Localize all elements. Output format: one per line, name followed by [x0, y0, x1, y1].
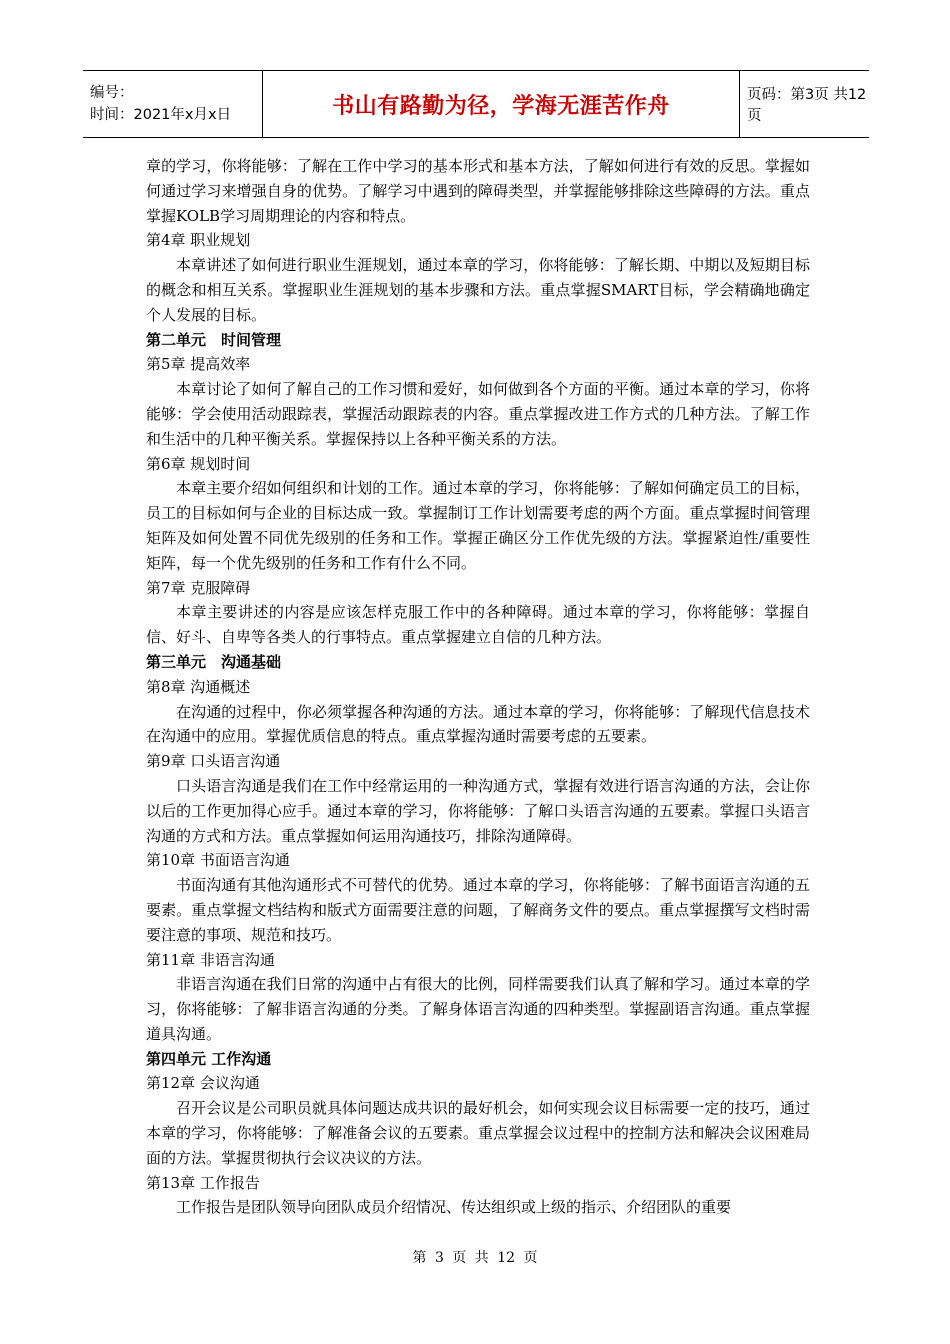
chapter-heading: 第10章 书面语言沟通	[146, 851, 290, 870]
chapter-heading: 第13章 工作报告	[146, 1173, 260, 1192]
chapter-heading: 第11章 非语言沟通	[146, 950, 275, 969]
paragraph: 本章讲述了如何进行职业生涯规划，通过本章的学习，你将能够：了解长期、中期以及短期目标的概念和相互关系。掌握职业生涯规划的基本步骤和方法。重点掌握SMART目标，学会精确地确定个人发展的目标。	[146, 256, 810, 324]
chapter-heading: 第5章 提高效率	[146, 355, 251, 374]
page-number-label: 页码：第3页 共12页	[747, 87, 867, 124]
paragraph: 召开会议是公司职员就具体问题达成共识的最好机会，如何实现会议目标需要一定的技巧，通过本章的学习，你将能够：了解准备会议的五要素。重点掌握会议过程中的控制方法和解决会议困难局面的方法。掌握贯彻执行会议决议的方法。	[146, 1099, 810, 1167]
unit-heading: 第二单元 时间管理	[146, 330, 282, 349]
paragraph: 在沟通的过程中，你必须掌握各种沟通的方法。通过本章的学习，你将能够：了解现代信息技术在沟通中的应用。掌握优质信息的特点。重点掌握沟通时需要考虑的五要素。	[146, 702, 810, 746]
paragraph: 书面沟通有其他沟通形式不可替代的优势。通过本章的学习，你将能够：了解书面语言沟通的五要素。重点掌握文档结构和版式方面需要注意的问题，了解商务文件的要点。重点掌握撰写文档时需要注意的事项、规范和技巧。	[146, 876, 810, 944]
paragraph: 非语言沟通在我们日常的沟通中占有很大的比例，同样需要我们认真了解和学习。通过本章的学习，你将能够：了解非语言沟通的分类。了解身体语言沟通的四种类型。掌握副语言沟通。重点掌握道具沟通。	[146, 975, 810, 1043]
date-label: 时间：2021年x月x日	[90, 107, 232, 123]
paragraph: 口头语言沟通是我们在工作中经常运用的一种沟通方式，掌握有效进行语言沟通的方法，会让你以后的工作更加得心应手。通过本章的学习，你将能够：了解口头语言沟通的五要素。掌握口头语言沟通的方式和方法。重点掌握如何运用沟通技巧，排除沟通障碍。	[146, 776, 810, 845]
chapter-heading: 第7章 克服障碍	[146, 578, 251, 597]
paragraph: 本章主要介绍如何组织和计划的工作。通过本章的学习，你将能够：了解如何确定员工的目标，员工的目标如何与企业的目标达成一致。掌握制订工作计划需要考虑的两个方面。重点掌握时间管理矩阵及如何处置不同优先级别的任务和工作。掌握正确区分工作优先级的方法。掌握紧迫性/重要性矩阵，每一个优先级别的任务和工作有什么不同。	[146, 479, 810, 572]
chapter-heading: 第4章 职业规划	[146, 231, 251, 250]
page-footer: 第 3 页 共 12 页	[412, 1250, 538, 1266]
chapter-heading: 第9章 口头语言沟通	[146, 752, 281, 771]
unit-heading: 第四单元 工作沟通	[146, 1049, 272, 1068]
document-body	[146, 154, 810, 1220]
header-motto	[263, 71, 740, 137]
chapter-heading: 第12章 会议沟通	[146, 1074, 260, 1093]
number-label: 编号：	[90, 85, 134, 101]
header-meta	[83, 71, 263, 137]
unit-heading: 第三单元 沟通基础	[146, 652, 282, 671]
chapter-heading: 第6章 规划时间	[146, 454, 251, 473]
paragraph: 本章主要讲述的内容是应该怎样克服工作中的各种障碍。通过本章的学习，你将能够：掌握自信、好斗、自卑等各类人的行事特点。重点掌握建立自信的几种方法。	[146, 603, 810, 647]
paragraph: 本章讨论了如何了解自己的工作习惯和爱好，如何做到各个方面的平衡。通过本章的学习，你将能够：学会使用活动跟踪表，掌握活动跟踪表的内容。重点掌握改进工作方式的几种方法。了解工作和生活中的几种平衡关系。掌握保持以上各种平衡关系的方法。	[146, 380, 810, 448]
motto-text: 书山有路勤为径，学海无涯苦作舟	[332, 93, 670, 119]
chapter-heading: 第8章 沟通概述	[146, 677, 251, 696]
paragraph-continued: 章的学习，你将能够：了解在工作中学习的基本形式和基本方法，了解如何进行有效的反思。掌握如何通过学习来增强自身的优势。了解学习中遇到的障碍类型，并掌握能够排除这些障碍的方法。重点掌握KOLB学习周期理论的内容和特点。	[146, 157, 810, 225]
paragraph: 工作报告是团队领导向团队成员介绍情况、传达组织或上级的指示、介绍团队的重要	[176, 1198, 732, 1217]
page-header	[83, 70, 869, 138]
header-page	[740, 71, 869, 137]
